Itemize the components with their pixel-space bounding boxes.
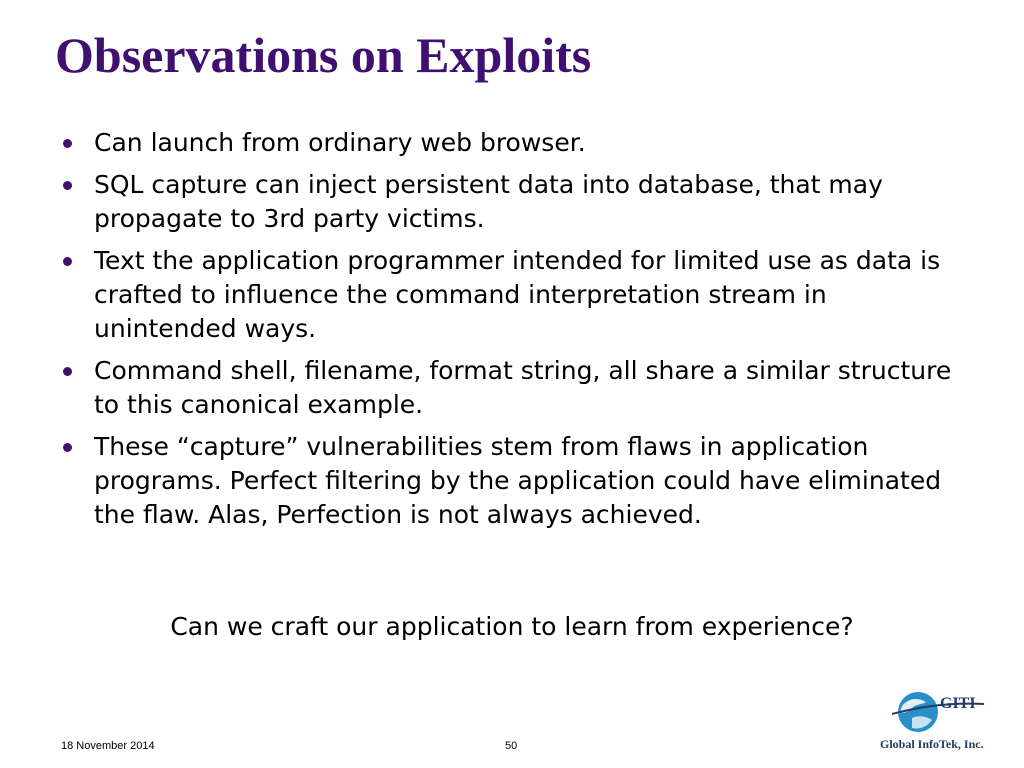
slide-title: Observations on Exploits xyxy=(55,27,592,83)
bullet-list xyxy=(62,126,972,540)
bullet-text: SQL capture can inject persistent data into database, that may propagate to 3rd party victims. xyxy=(94,170,883,233)
closing-question: Can we craft our application to learn from experience? xyxy=(170,612,854,641)
bullet-item xyxy=(62,244,972,346)
bullet-text: Command shell, filename, format string, all share a similar structure to this canonical example. xyxy=(94,356,952,419)
bullet-dot-icon xyxy=(63,443,72,452)
page-number: 50 xyxy=(505,740,518,752)
bullet-item xyxy=(62,430,972,532)
bullet-text: Text the application programmer intended for limited use as data is crafted to influence the command interpretation stream in unintended ways. xyxy=(94,246,941,343)
bullet-dot-icon xyxy=(63,257,72,266)
company-logo xyxy=(880,688,990,754)
company-name: Global InfoTek, Inc. xyxy=(880,737,984,751)
bullet-dot-icon xyxy=(63,367,72,376)
bullet-dot-icon xyxy=(63,181,72,190)
bullet-dot-icon xyxy=(63,139,72,148)
bullet-item xyxy=(62,168,972,236)
bullet-text: These “capture” vulnerabilities stem from flaws in application programs. Perfect filtering by the application could have eliminated the flaw. Alas, Perfection is not always achieved. xyxy=(94,432,942,529)
bullet-text: Can launch from ordinary web browser. xyxy=(94,128,586,157)
bullet-item xyxy=(62,126,972,160)
bullet-item xyxy=(62,354,972,422)
footer-date: 18 November 2014 xyxy=(61,740,155,752)
globe-logo-icon xyxy=(888,688,988,738)
logo-mark-text: GITI xyxy=(940,695,976,712)
